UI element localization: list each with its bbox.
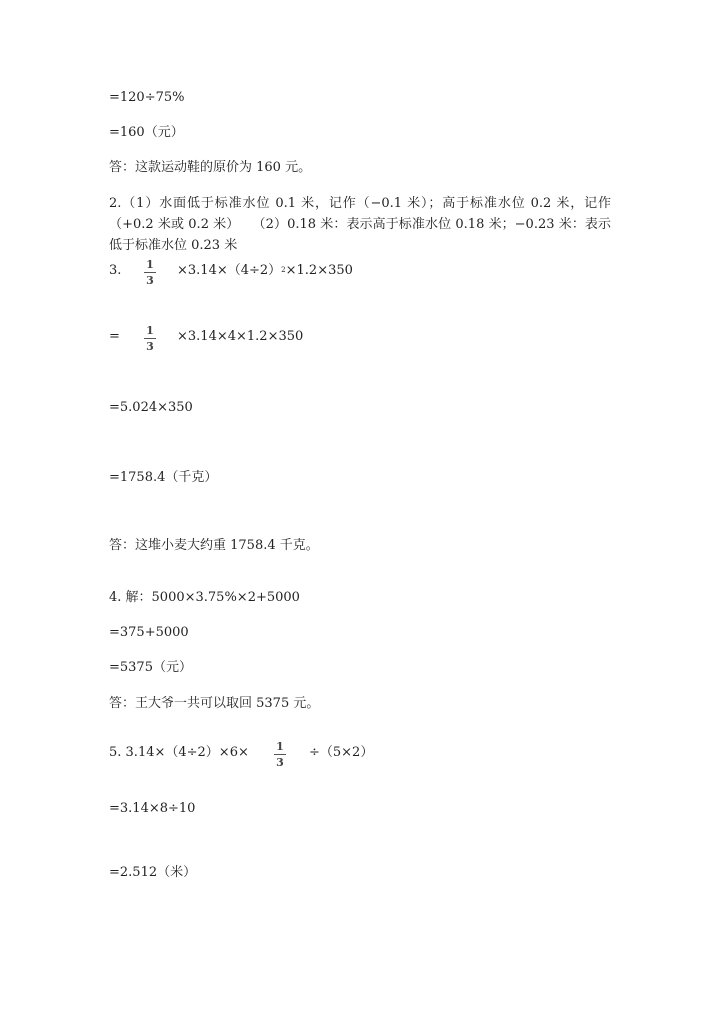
q3-number: 3. bbox=[109, 263, 122, 278]
exponent: 2 bbox=[281, 266, 286, 274]
q4-answer: 答：王大爷一共可以取回 5375 元。 bbox=[109, 696, 320, 711]
q1-step-1: =120÷75% bbox=[109, 90, 185, 105]
q1-step-2: =160（元） bbox=[109, 125, 184, 140]
q5-fraction: 1 3 bbox=[273, 741, 287, 768]
q4-step-3: =5375（元） bbox=[109, 660, 192, 675]
q3-answer: 答：这堆小麦大约重 1758.4 千克。 bbox=[109, 538, 319, 553]
q1-answer: 答：这款运动鞋的原价为 160 元。 bbox=[109, 160, 312, 175]
q2-answer: 2.（1）水面低于标准水位 0.1 米，记作（−0.1 米）；高于标准水位 0.2 米，记作（+0.2 米或 0.2 米） （2）0.18 米：表示高于标准水位 0.18 米；−0.23 米：表示低于标准水位 0.23 米 bbox=[109, 196, 611, 253]
q3-fraction-1: 1 3 bbox=[143, 259, 157, 286]
q3-fraction-2: 1 3 bbox=[143, 325, 157, 352]
q3-expression-2: ×3.14×4×1.2×350 bbox=[177, 329, 304, 344]
q5-expression-tail: ÷（5×2） bbox=[309, 745, 374, 760]
q3-step-4: =1758.4（千克） bbox=[109, 470, 218, 485]
q4-step-2: =375+5000 bbox=[109, 625, 189, 640]
fraction-bar bbox=[144, 272, 156, 273]
q3-expression: $\times 3.14\times(4\div 2)^2\times 1.2\times 350$ bbox=[177, 263, 353, 278]
q5-expression: 5. 3.14×（4÷2）×6× bbox=[109, 745, 249, 760]
q5-step-2: =3.14×8÷10 bbox=[109, 801, 196, 816]
equals-sign: = bbox=[109, 329, 120, 344]
fraction-bar bbox=[144, 338, 156, 339]
q4-step-1: 4. 解：5000×3.75%×2+5000 bbox=[109, 590, 300, 605]
q3-step-3: =5.024×350 bbox=[109, 400, 193, 415]
q5-step-3: =2.512（米） bbox=[109, 865, 197, 880]
fraction-bar bbox=[274, 754, 286, 755]
